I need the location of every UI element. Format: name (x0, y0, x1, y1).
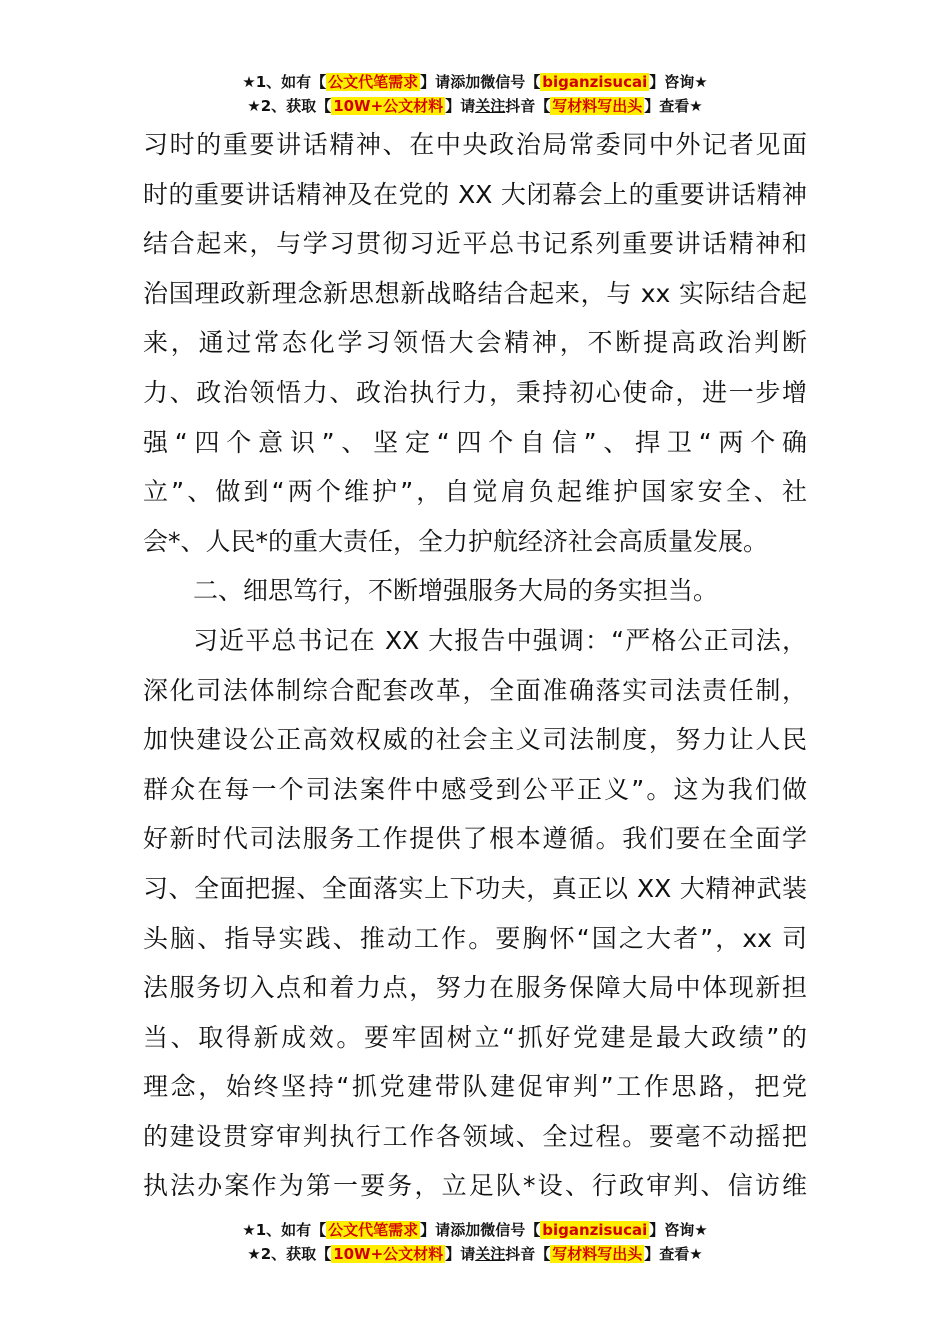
body-line: 力、政治领悟力、政治执行力，秉持初心使命，进一步增 (143, 377, 807, 407)
banner-highlight: 写材料写出头 (552, 97, 643, 115)
body-line: 好新时代司法服务工作提供了根本遵循。我们要在全面学 (143, 824, 807, 854)
body-line: 治国理政新理念新思想新战略结合起来，与 xx 实际结合起 (143, 278, 807, 308)
banner-line-1 (0, 1218, 950, 1242)
body-line: 头脑、指导实践、推动工作。要胸怀“国之大者”，xx 司 (143, 923, 807, 953)
body-line: 群众在每一个司法案件中感受到公平正义”。这为我们做 (143, 774, 807, 804)
body-line: 来，通过常态化学习领悟大会精神，不断提高政治判断 (143, 328, 807, 358)
banner-highlight: 10W+公文材料 (333, 97, 444, 115)
body-line: 习、全面把握、全面落实上下功夫，真正以 XX 大精神武装 (143, 873, 807, 903)
banner-text: 】查看★ (644, 97, 703, 115)
banner-text: 】咨询★ (649, 73, 708, 91)
banner-emphasis: 添加 (450, 1221, 481, 1239)
banner-text: 抖音【 (505, 97, 551, 115)
banner-text: ★2、获取【 (247, 1245, 332, 1263)
banner-text: 】请 (445, 1245, 476, 1263)
banner-text: ★1、如有【 (242, 1221, 327, 1239)
body-line: 会*、人民*的重大责任，全力护航经济社会高质量发展。 (143, 526, 769, 556)
body-line: 执法办案作为第一要务，立足队*设、行政审判、信访维 (143, 1171, 807, 1201)
body-line: 强“四个意识”、坚定“四个自信”、捍卫“两个确 (143, 427, 807, 457)
body-line: 结合起来，与学习贯彻习近平总书记系列重要讲话精神和 (143, 229, 807, 259)
banner-line-2 (0, 1242, 950, 1266)
banner-text: 微信号【 (480, 1221, 541, 1239)
footer-banner (0, 1218, 950, 1266)
banner-text: 】请 (420, 1221, 451, 1239)
banner-text: 】请 (445, 97, 476, 115)
banner-text: 】请 (420, 73, 451, 91)
banner-highlight: 公文代笔需求 (328, 1221, 419, 1239)
body-line: 习近平总书记在 XX 大报告中强调：“严格公正司法， (193, 625, 807, 655)
banner-highlight: 10W+公文材料 (333, 1245, 444, 1263)
banner-text: 抖音【 (505, 1245, 551, 1263)
section-heading: 二、细思笃行，不断增强服务大局的务实担当。 (193, 576, 719, 606)
banner-highlight: biganzisucai (542, 1221, 648, 1239)
banner-text: 微信号【 (480, 73, 541, 91)
body-line: 理念，始终坚持“抓党建带队建促审判”工作思路，把党 (143, 1072, 807, 1102)
body-line: 法服务切入点和着力点，努力在服务保障大局中体现新担 (143, 973, 807, 1003)
body-line: 习时的重要讲话精神、在中央政治局常委同中外记者见面 (143, 130, 807, 159)
banner-emphasis: 关注 (475, 97, 506, 115)
banner-line-2 (0, 94, 950, 118)
body-line: 当、取得新成效。要牢固树立“抓好党建是最大政绩”的 (143, 1022, 807, 1052)
banner-text: 】查看★ (644, 1245, 703, 1263)
document-body (143, 120, 807, 1211)
banner-line-1 (0, 70, 950, 94)
body-line: 立”、做到“两个维护”，自觉肩负起维护国家安全、社 (143, 477, 807, 507)
body-line: 深化司法体制综合配套改革，全面准确落实司法责任制， (143, 675, 807, 705)
banner-text: 】咨询★ (649, 1221, 708, 1239)
body-line: 时的重要讲话精神及在党的 XX 大闭幕会上的重要讲话精神 (143, 179, 807, 209)
body-line: 加快建设公正高效权威的社会主义司法制度，努力让人民 (143, 725, 807, 755)
body-line: 的建设贯穿审判执行工作各领域、全过程。要毫不动摇把 (143, 1121, 807, 1151)
banner-text: ★2、获取【 (247, 97, 332, 115)
banner-emphasis: 添加 (450, 73, 481, 91)
banner-text: ★1、如有【 (242, 73, 327, 91)
banner-emphasis: 关注 (475, 1245, 506, 1263)
header-banner (0, 70, 950, 118)
banner-highlight: biganzisucai (542, 73, 648, 91)
banner-highlight: 公文代笔需求 (328, 73, 419, 91)
banner-highlight: 写材料写出头 (552, 1245, 643, 1263)
